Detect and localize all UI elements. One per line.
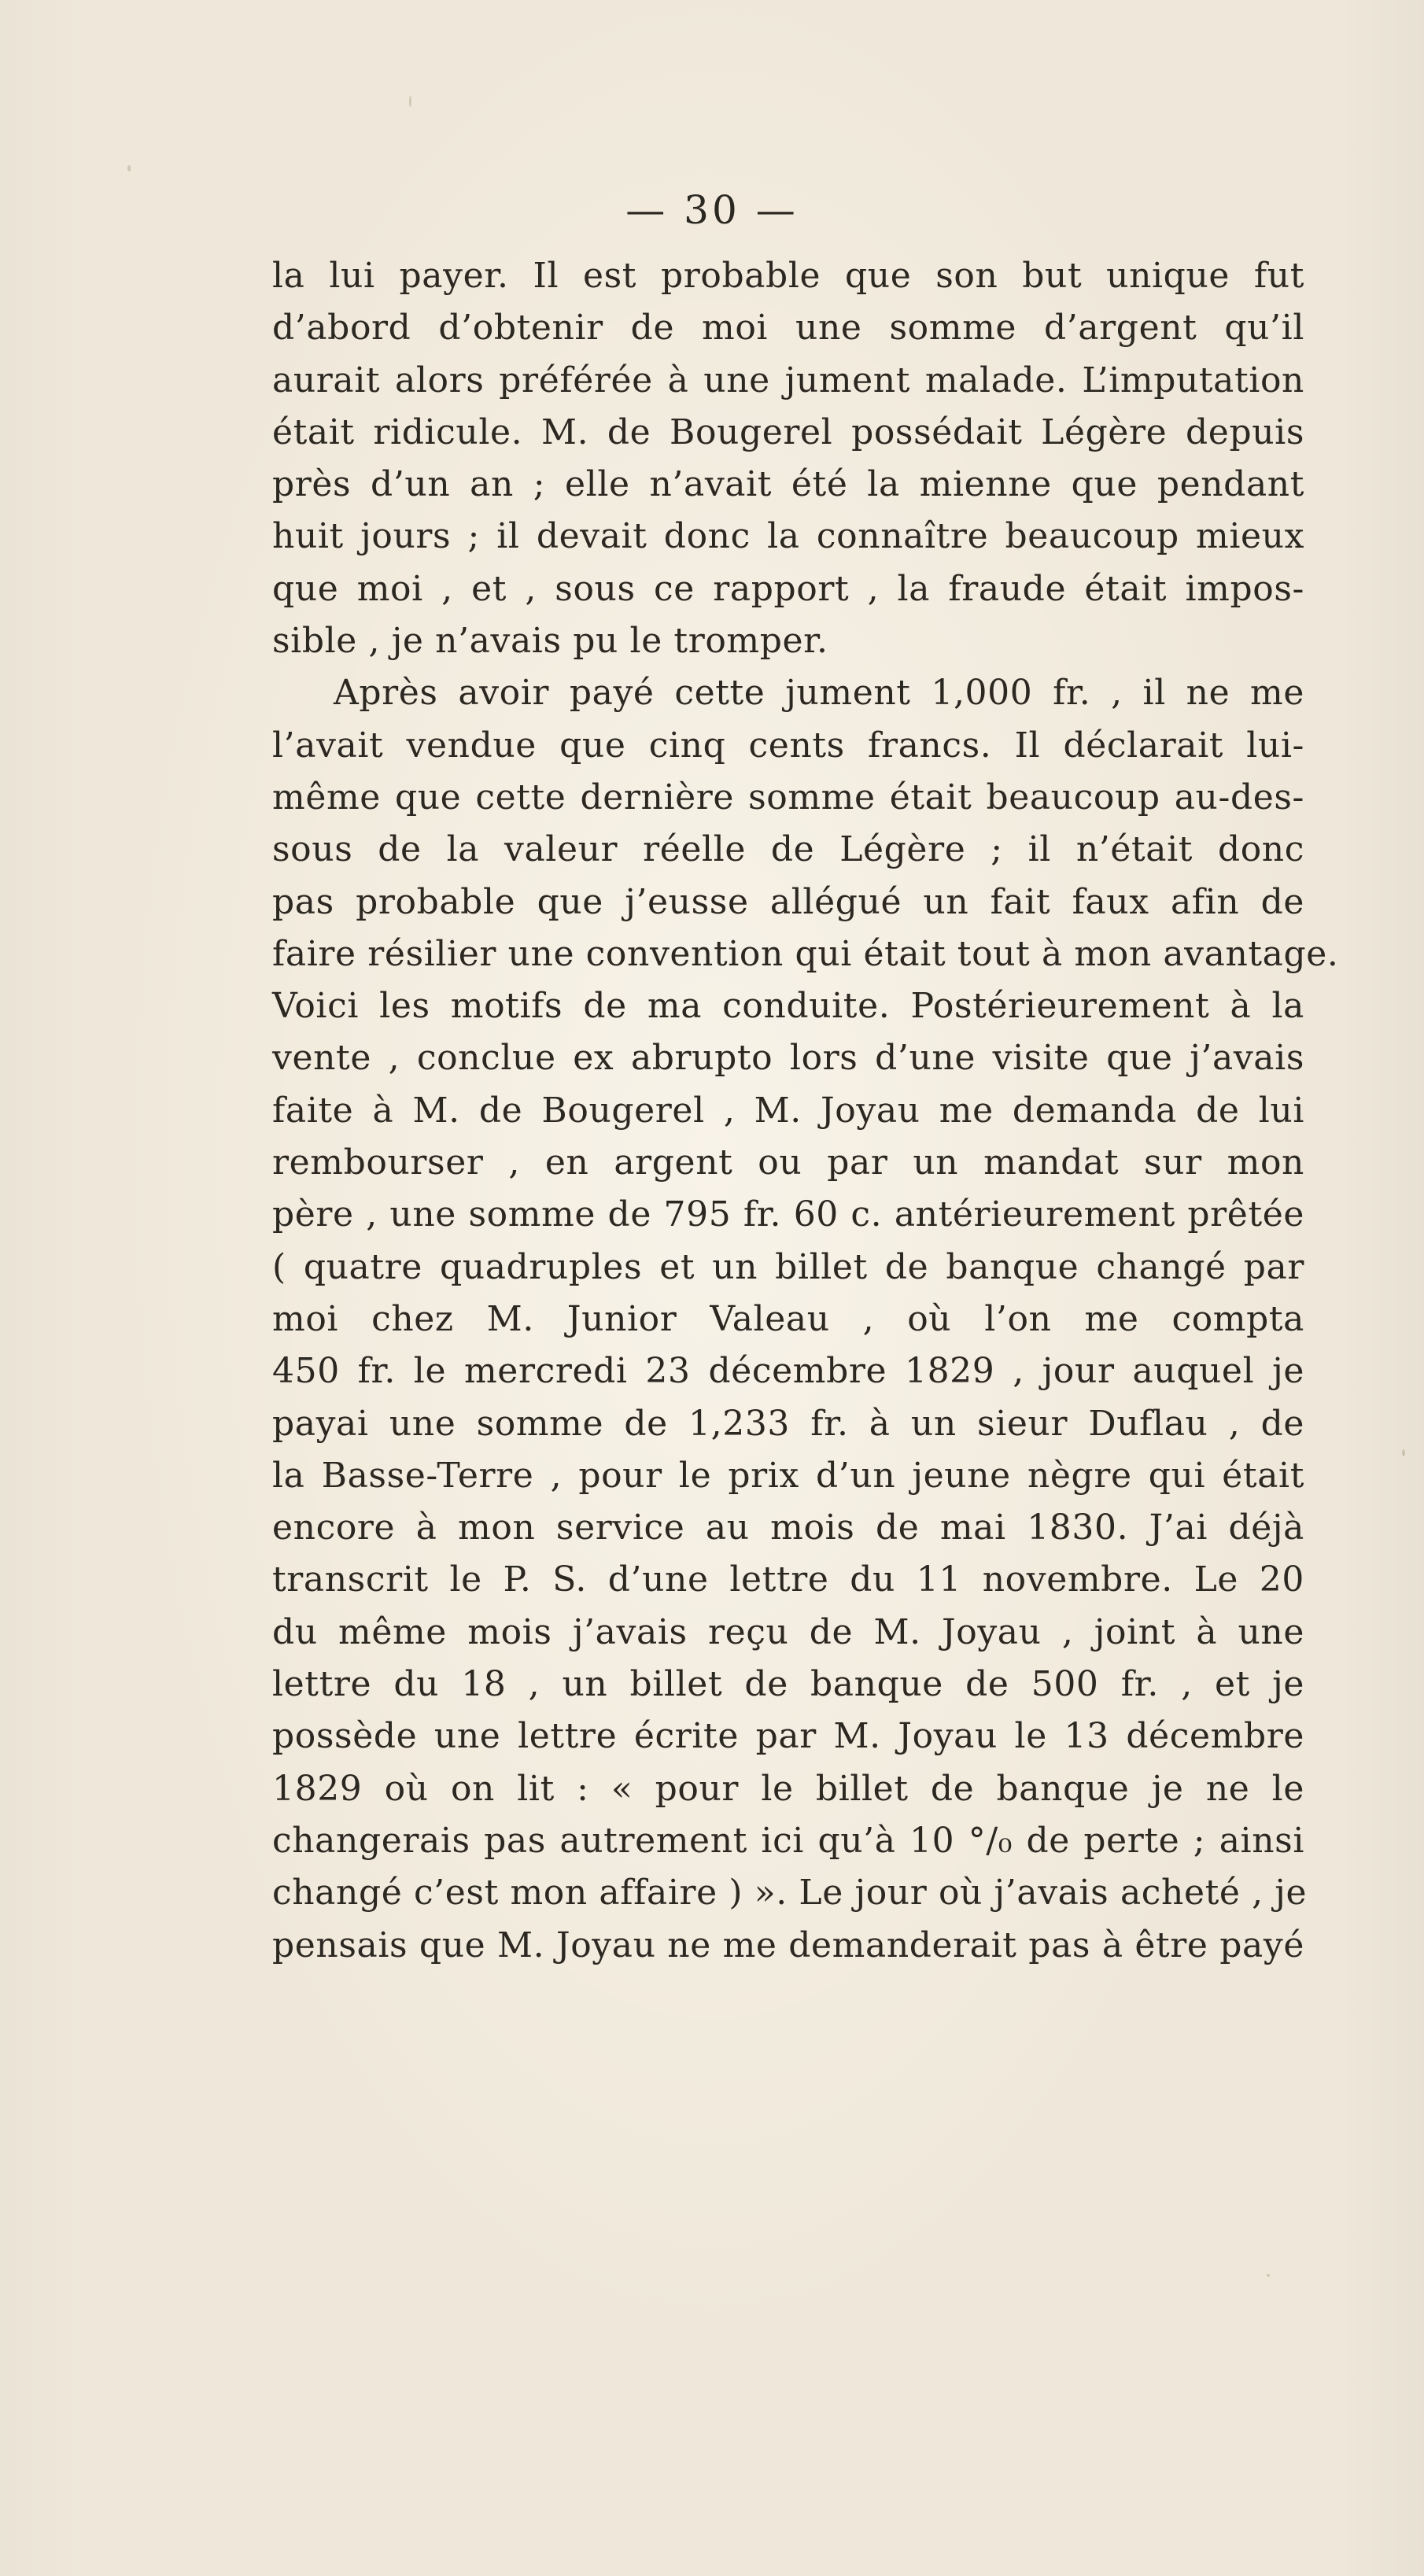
text-line: sible , je n’avais pu le tromper. xyxy=(272,621,828,662)
paper-speck xyxy=(409,96,411,107)
text-line: ( quatre quadruples et un billet de banque changé par xyxy=(272,1246,1304,1287)
text-line: rembourser , en argent ou par un mandat sur mon xyxy=(272,1142,1304,1183)
text-line: lettre du 18 , un billet de banque de 500 fr. , et je xyxy=(272,1664,1304,1705)
text-line: 1829 où on lit : « pour le billet de banque je ne le xyxy=(272,1768,1304,1809)
paper-speck xyxy=(127,165,131,172)
text-line: encore à mon service au mois de mai 1830. J’ai déjà xyxy=(272,1508,1304,1548)
text-line: Voici les motifs de ma conduite. Postérieurement à la xyxy=(272,986,1304,1027)
text-line: moi chez M. Junior Valeau , où l’on me compta xyxy=(272,1298,1304,1339)
text-line: père , une somme de 795 fr. 60 c. antérieurement prêtée xyxy=(272,1194,1304,1235)
text-line: faite à M. de Bougerel , M. Joyau me demanda de lui xyxy=(272,1090,1304,1131)
body-text xyxy=(272,250,1339,1972)
text-line: la Basse-Terre , pour le prix d’un jeune nègre qui était xyxy=(272,1455,1304,1496)
text-line: du même mois j’avais reçu de M. Joyau , joint à une xyxy=(272,1611,1304,1652)
text-line: d’abord d’obtenir de moi une somme d’argent qu’il xyxy=(272,308,1304,349)
text-line: pensais que M. Joyau ne me demanderait pas à être payé xyxy=(272,1925,1304,1965)
text-line: aurait alors préférée à une jument malade. L’imputation xyxy=(272,360,1304,400)
text-line: 450 fr. le mercredi 23 décembre 1829 , jour auquel je xyxy=(272,1351,1304,1392)
text-line: la lui payer. Il est probable que son but unique fut xyxy=(272,256,1304,296)
page-number: — 30 — xyxy=(625,187,799,233)
text-line: pas probable que j’eusse allégué un fait faux afin de xyxy=(272,881,1304,922)
text-line: vente , conclue ex abrupto lors d’une visite que j’avais xyxy=(272,1038,1304,1079)
text-line: même que cette dernière somme était beaucoup au-des- xyxy=(272,777,1304,817)
text-line: changerais pas autrement ici qu’à 10 °/₀ de perte ; ainsi xyxy=(272,1820,1304,1861)
paper-speck xyxy=(1402,1449,1405,1456)
text-line: possède une lettre écrite par M. Joyau le 13 décembre xyxy=(272,1716,1304,1757)
text-line: payai une somme de 1,233 fr. à un sieur Duflau , de xyxy=(272,1403,1304,1444)
text-line: transcrit le P. S. d’une lettre du 11 novembre. Le 20 xyxy=(272,1559,1304,1600)
text-line: sous de la valeur réelle de Légère ; il n’était donc xyxy=(272,829,1304,870)
paper-speck xyxy=(1267,2274,1270,2277)
paragraph-first-line: Après avoir payé cette jument 1,000 fr. , il ne me xyxy=(334,673,1304,714)
text-line: faire résilier une convention qui était tout à mon avantage. xyxy=(272,933,1339,974)
text-line: l’avait vendue que cinq cents francs. Il déclarait lui- xyxy=(272,725,1304,766)
text-line: que moi , et , sous ce rapport , la fraude était impos- xyxy=(272,568,1304,609)
text-line: près d’un an ; elle n’avait été la mienne que pendant xyxy=(272,464,1304,505)
text-line: huit jours ; il devait donc la connaître beaucoup mieux xyxy=(272,516,1304,557)
text-line: changé c’est mon affaire ) ». Le jour où j’avais acheté , je xyxy=(272,1873,1308,1914)
text-line: était ridicule. M. de Bougerel possédait Légère depuis xyxy=(272,411,1304,452)
